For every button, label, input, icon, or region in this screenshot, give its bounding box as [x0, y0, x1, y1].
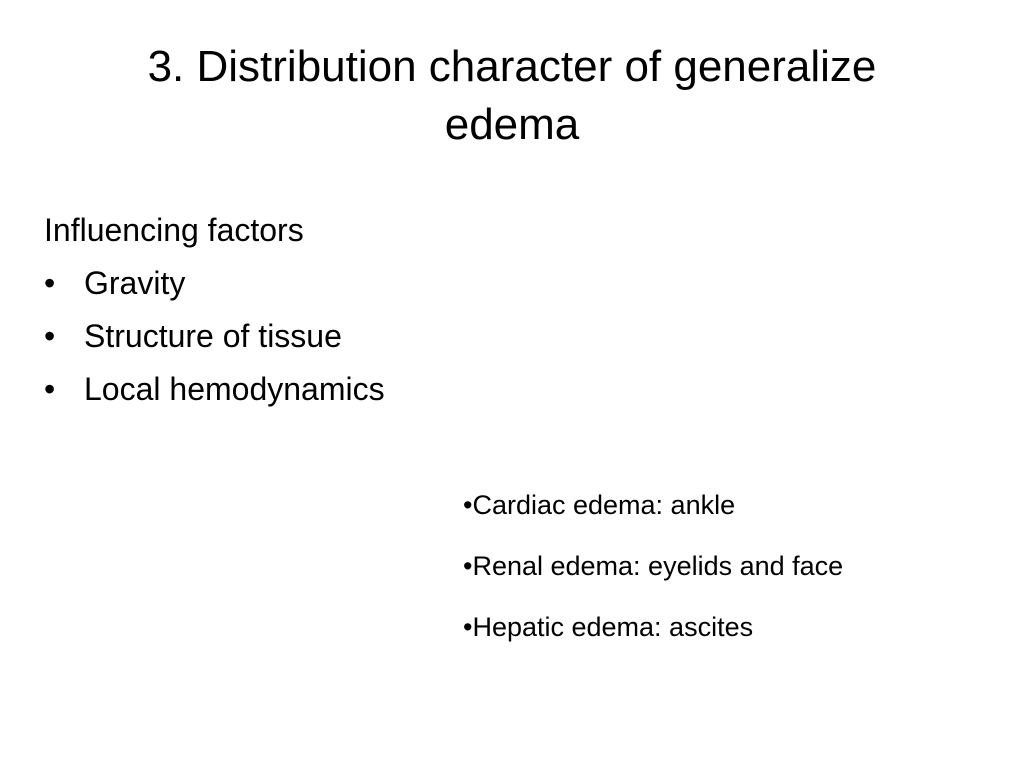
- factor-item: [44, 310, 644, 363]
- edema-type-list: [463, 475, 1003, 658]
- factor-item: [44, 257, 644, 310]
- slide-body: [44, 204, 644, 416]
- slide-title-line-2: edema: [444, 100, 580, 149]
- bullet-icon: •: [44, 318, 56, 354]
- factor-label: Gravity: [84, 265, 186, 301]
- slide-title-line-1: 3. Distribution character of generalize: [147, 42, 877, 91]
- slide-title: [40, 38, 984, 154]
- edema-type-item: •Hepatic edema: ascites: [463, 612, 754, 642]
- edema-type-item: •Cardiac edema: ankle: [463, 490, 736, 520]
- influencing-factors-heading: Influencing factors: [44, 212, 304, 248]
- factor-label: Local hemodynamics: [84, 371, 385, 407]
- bullet-icon: •: [44, 371, 56, 407]
- edema-type-item: •Renal edema: eyelids and face: [463, 551, 844, 581]
- bullet-icon: •: [44, 265, 56, 301]
- factor-item: [44, 363, 644, 416]
- factor-label: Structure of tissue: [84, 318, 342, 354]
- factor-list: [44, 257, 644, 416]
